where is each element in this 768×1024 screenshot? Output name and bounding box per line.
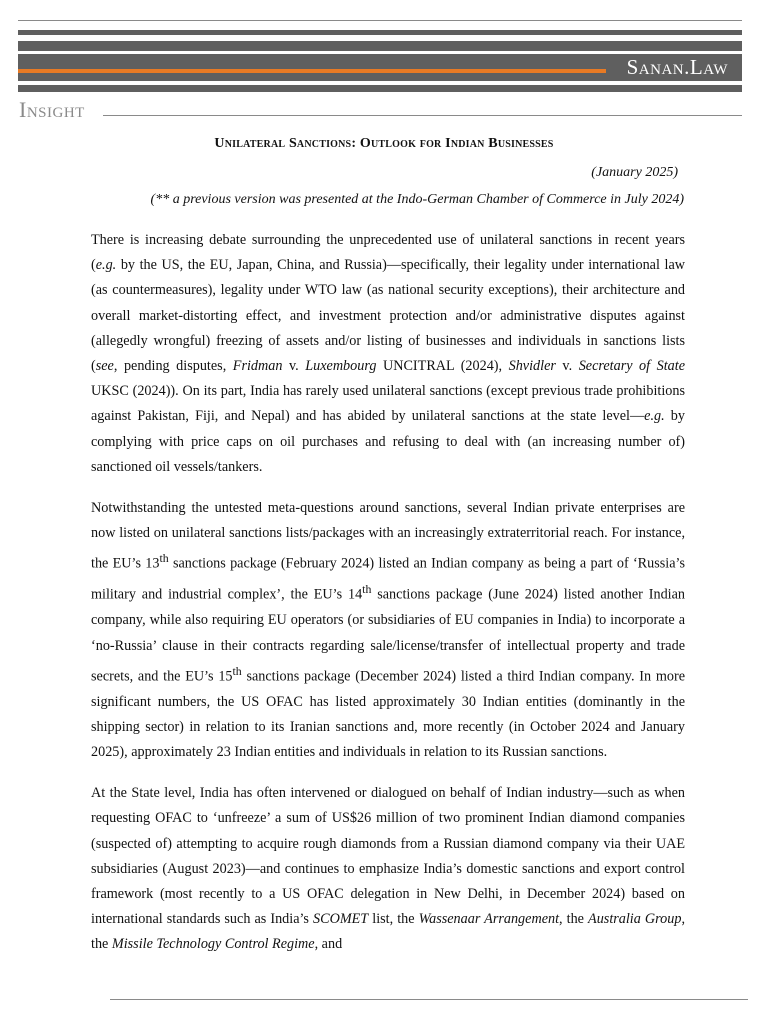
article-date: (January 2025) (591, 165, 678, 180)
brand-logo-text: Sanan.Law (626, 55, 728, 79)
article-body (91, 228, 685, 974)
header-banner (18, 54, 742, 81)
footer-rule (110, 999, 748, 1000)
header-top-rule (18, 20, 742, 21)
section-label: Insight (19, 97, 85, 122)
header-bar-3 (18, 85, 742, 92)
paragraph-2: Notwithstanding the untested meta-questions around sanctions, several Indian private enterprises are now listed on unilateral sanctions lists/packages with an increasingly extraterritorial reach. For instance, the EU’s 13th sanctions package (February 2024) listed an Indian company as being a part of ‘Russia’s military and industrial complex’, the EU’s 14th sanctions package (June 2024) listed another Indian company, while also requiring EU operators (or subsidiaries of EU companies in India) to incorporate a ‘no-Russia’ clause in their contracts regarding sale/license/transfer of intellectual property and trade secrets, and the EU’s 15th sanctions package (December 2024) listed a third Indian company. In more significant numbers, the US OFAC has listed approximately 30 Indian entities (dominantly in the shipping sector) in relation to its Iranian sanctions and, more recently (in October 2024 and January 2025), approximately 23 Indian entities and individuals in relation to its Russian sanctions. (91, 500, 686, 761)
header-bar-2 (18, 41, 742, 51)
paragraph-3: At the State level, India has often intervened or dialogued on behalf of Indian industry—such as when requesting OFAC to ‘unfreeze’ a sum of US$26 million of two prominent Indian diamond companies (suspected of) attempting to acquire rough diamonds from a Russian diamond company via their UAE subsidiaries (August 2023)—and continues to emphasize India’s domestic sanctions and export control framework (most recently to a US OFAC delegation in New Delhi, in December 2024) based on international standards such as India’s SCOMET list, the Wassenaar Arrangement, the Australia Group, the Missile Technology Control Regime, and (91, 785, 685, 953)
article-note: (** a previous version was presented at the Indo-German Chamber of Commerce in July 2024) (150, 192, 684, 207)
article-title: Unilateral Sanctions: Outlook for Indian Businesses (214, 136, 554, 151)
header-bar-1 (18, 30, 742, 35)
paragraph-1: There is increasing debate surrounding the unprecedented use of unilateral sanctions in recent years (e.g. by the US, the EU, Japan, China, and Russia)—specifically, their legality under international law (as countermeasures), legality under WTO law (as national security exceptions), their architecture and overall market-distorting effect, and investment protection and/or administrative disputes against (allegedly wrongful) freezing of assets and/or listing of businesses and individuals in sanctions lists (see, pending disputes, Fridman v. Luxembourg UNCITRAL (2024), Shvidler v. Secretary of State UKSC (2024)). On its part, India has rarely used unilateral sanctions (except previous trade prohibitions against Pakistan, Fiji, and Nepal) and has abided by unilateral sanctions at the state level—e.g. by complying with price caps on oil purchases and refusing to deal with (an increasing number of) sanctioned oil vessels/tankers. (91, 232, 685, 475)
accent-line (18, 69, 606, 73)
section-rule (103, 115, 742, 116)
